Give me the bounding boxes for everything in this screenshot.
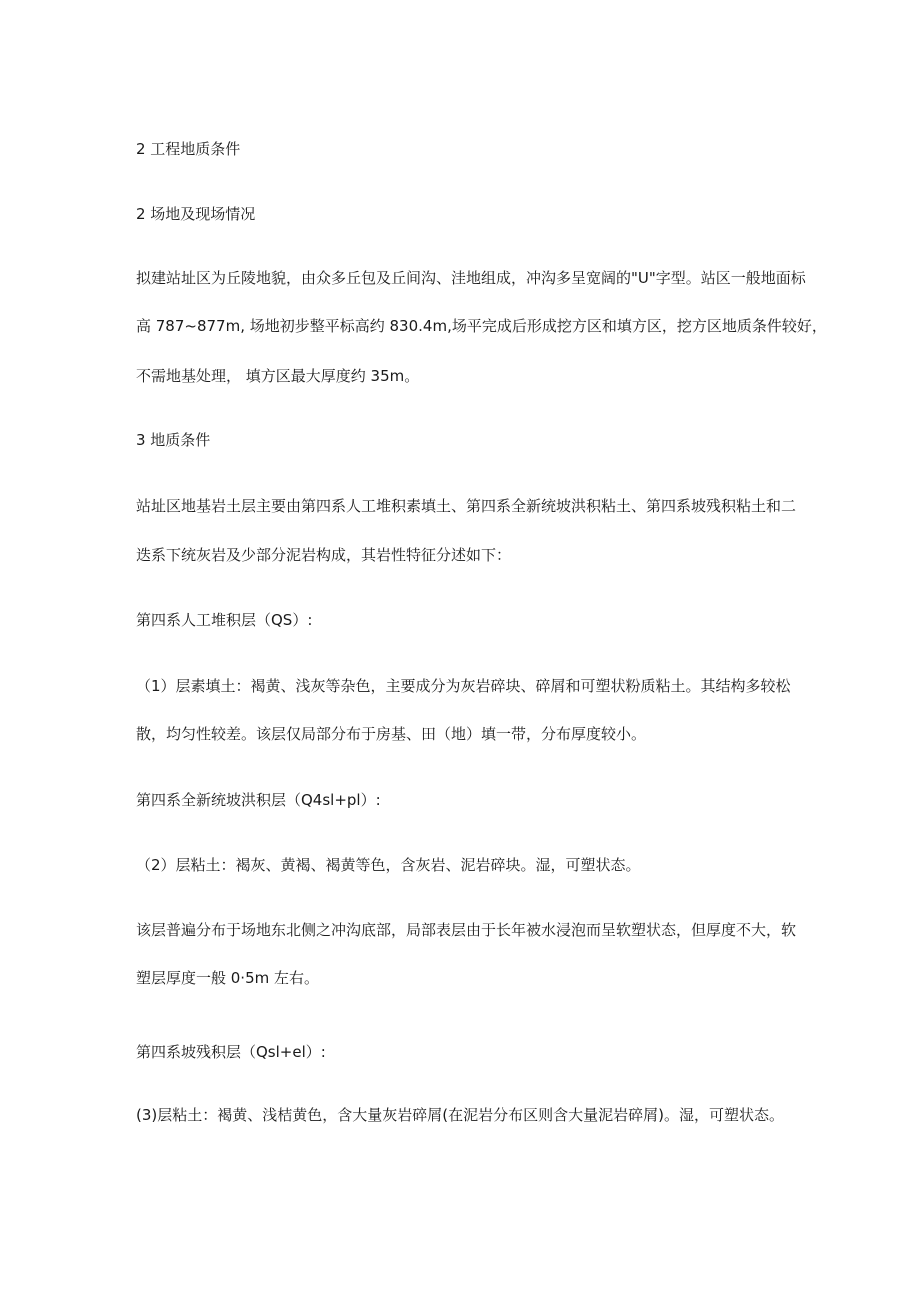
holocene-layer-heading: 第四系全新统坡洪积层（Q4sl+pl）: <box>136 791 381 809</box>
layer1-paragraph-line-1: （1）层素填土：褐黄、浅灰等杂色，主要成分为灰岩碎块、碎屑和可塑状粉质粘土。其结构多较松 <box>136 677 791 695</box>
site-paragraph-line-3: 不需地基处理， 填方区最大厚度约 35m。 <box>136 367 420 385</box>
layer2-paragraph: （2）层粘土：褐灰、黄褐、褐黄等色，含灰岩、泥岩碎块。湿，可塑状态。 <box>136 856 641 874</box>
geology-paragraph-line-1: 站址区地基岩土层主要由第四系人工堆积素填土、第四系全新统坡洪积粘土、第四系坡残积粘土和二 <box>136 497 797 515</box>
section-heading-geology: 3 地质条件 <box>136 431 211 449</box>
section-heading-engineering-geology: 2 工程地质条件 <box>136 140 241 158</box>
site-paragraph-line-1: 拟建站址区为丘陵地貌，由众多丘包及丘间沟、洼地组成，冲沟多呈宽阔的"U"字型。站区一般地面标 <box>136 269 806 287</box>
layer2-extra-paragraph-line-2: 塑层厚度一般 0·5m 左右。 <box>136 969 320 987</box>
layer1-paragraph-line-2: 散，均匀性较差。该层仅局部分布于房基、田（地）填一带，分布厚度较小。 <box>136 725 647 743</box>
layer2-extra-paragraph-line-1: 该层普遍分布于场地东北侧之冲沟底部，局部表层由于长年被水浸泡而呈软塑状态，但厚度不大，软 <box>136 921 797 939</box>
layer3-paragraph: (3)层粘土：褐黄、浅桔黄色，含大量灰岩碎屑(在泥岩分布区则含大量泥岩碎屑)。湿，可塑状态。 <box>136 1106 784 1124</box>
site-paragraph-line-2: 高 787~877m, 场地初步整平标高约 830.4m,场平完成后形成挖方区和填方区，挖方区地质条件较好， <box>136 317 827 335</box>
section-heading-site-conditions: 2 场地及现场情况 <box>136 205 256 223</box>
geology-paragraph-line-2: 迭系下统灰岩及少部分泥岩构成，其岩性特征分述如下： <box>136 546 512 564</box>
artificial-layer-heading: 第四系人工堆积层（QS）: <box>136 611 313 629</box>
residual-layer-heading: 第四系坡残积层（Qsl+el）: <box>136 1043 326 1061</box>
